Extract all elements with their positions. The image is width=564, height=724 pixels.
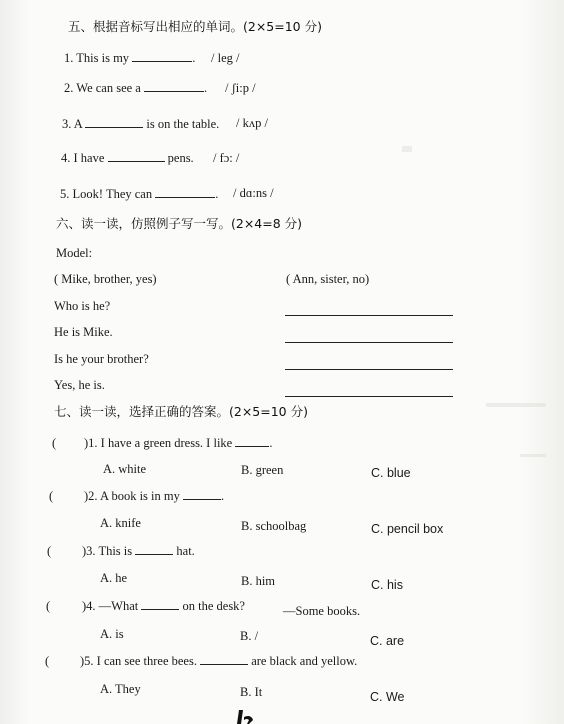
answer-paren-open: ( bbox=[45, 654, 50, 668]
option-a[interactable]: A. he bbox=[100, 571, 128, 585]
model-line-4: Yes, he is. bbox=[54, 378, 105, 392]
option-c[interactable]: C. are bbox=[370, 634, 405, 648]
answer-blank[interactable] bbox=[144, 90, 204, 92]
s5-item-text: . bbox=[192, 51, 196, 65]
answer-blank[interactable] bbox=[85, 126, 143, 128]
question-number: )1. bbox=[84, 436, 98, 450]
model-line-1: Who is he? bbox=[54, 299, 111, 313]
question-text: I can see three bees. bbox=[96, 654, 197, 668]
s5-item-2 bbox=[64, 82, 207, 95]
option-a[interactable]: A. is bbox=[100, 627, 124, 641]
question-text: This is bbox=[98, 544, 133, 558]
question-3 bbox=[82, 545, 195, 558]
s5-item-3 bbox=[62, 118, 219, 131]
option-b[interactable]: B. / bbox=[240, 629, 259, 643]
model-prompt: ( Mike, brother, yes) bbox=[54, 272, 157, 286]
s5-item-text: 4. I have bbox=[61, 151, 105, 165]
answer-line[interactable] bbox=[285, 396, 453, 397]
s5-phonetic-5: / dɑ:ns / bbox=[233, 186, 274, 200]
s5-item-text: . bbox=[203, 81, 208, 95]
answer-paren-open: ( bbox=[47, 544, 52, 558]
question-5 bbox=[80, 655, 357, 668]
s5-item-4 bbox=[61, 152, 194, 165]
bleed-through-mark bbox=[486, 403, 546, 407]
option-a[interactable]: A. knife bbox=[100, 516, 141, 530]
model-line-3: Is he your brother? bbox=[54, 352, 149, 366]
question-1 bbox=[84, 437, 272, 450]
s5-phonetic-4: / fɔ: / bbox=[213, 151, 240, 165]
option-c[interactable]: C. We bbox=[370, 690, 405, 704]
question-number: )4. bbox=[82, 599, 96, 613]
question-text: A book is in my bbox=[99, 489, 180, 503]
question-text: on the desk? bbox=[182, 599, 245, 613]
answer-paren-open: ( bbox=[46, 599, 51, 613]
bottom-scan-mark bbox=[235, 708, 259, 724]
question-number: )2. bbox=[84, 489, 98, 503]
s5-item-text: pens. bbox=[167, 151, 194, 165]
s5-item-text: 3. A bbox=[62, 117, 83, 131]
answer-blank[interactable] bbox=[200, 663, 248, 665]
scan-mark-icon bbox=[235, 708, 259, 724]
model-line-2: He is Mike. bbox=[54, 325, 113, 339]
s5-item-text: 1. This is my bbox=[64, 51, 130, 65]
s5-item-5 bbox=[60, 188, 218, 201]
answer-line[interactable] bbox=[285, 342, 453, 343]
option-b[interactable]: B. schoolbag bbox=[241, 519, 307, 533]
bleed-through-mark bbox=[520, 454, 546, 457]
option-c[interactable]: C. blue bbox=[371, 466, 411, 480]
model-label: Model: bbox=[56, 246, 93, 260]
answer-blank[interactable] bbox=[155, 196, 215, 198]
s5-item-text: 5. Look! They can bbox=[60, 187, 153, 201]
option-b[interactable]: B. green bbox=[241, 463, 284, 477]
answer-line[interactable] bbox=[285, 315, 453, 316]
option-b[interactable]: B. him bbox=[241, 574, 276, 588]
answer-blank[interactable] bbox=[141, 608, 179, 610]
bleed-through-mark bbox=[402, 146, 412, 152]
question-text: . bbox=[269, 436, 273, 450]
answer-blank[interactable] bbox=[135, 553, 173, 555]
question-text: . bbox=[220, 489, 225, 503]
answer-blank[interactable] bbox=[132, 60, 192, 62]
s5-phonetic-1: / leg / bbox=[211, 51, 240, 65]
s5-phonetic-3: / kʌp / bbox=[236, 116, 268, 130]
option-b[interactable]: B. It bbox=[240, 685, 263, 699]
question-text: —What bbox=[98, 599, 139, 613]
answer-blank[interactable] bbox=[108, 160, 165, 162]
question-4-response: —Some books. bbox=[283, 604, 361, 618]
section5-heading: 五、根据音标写出相应的单词。(2×5=10 分) bbox=[68, 19, 322, 34]
task-prompt: ( Ann, sister, no) bbox=[286, 272, 370, 286]
answer-blank[interactable] bbox=[235, 445, 269, 447]
question-text: are black and yellow. bbox=[251, 654, 358, 668]
s5-phonetic-2: / ʃi:p / bbox=[225, 81, 256, 95]
s5-item-text: is on the table. bbox=[146, 117, 220, 131]
s5-item-1 bbox=[64, 52, 195, 65]
answer-paren-open: ( bbox=[49, 489, 54, 503]
answer-line[interactable] bbox=[285, 369, 453, 370]
section6-heading: 六、读一读，仿照例子写一写。(2×4=8 分) bbox=[56, 216, 303, 231]
answer-paren-open: ( bbox=[52, 436, 57, 450]
question-number: )5. bbox=[80, 654, 94, 668]
s5-item-text: . bbox=[215, 187, 219, 201]
option-a[interactable]: A. white bbox=[103, 462, 147, 476]
question-text: I have a green dress. I like bbox=[100, 436, 233, 450]
s5-item-text: 2. We can see a bbox=[64, 81, 141, 95]
question-4 bbox=[82, 600, 245, 613]
answer-blank[interactable] bbox=[183, 498, 221, 500]
question-text: hat. bbox=[176, 544, 195, 558]
section7-heading: 七、读一读，选择正确的答案。(2×5=10 分) bbox=[54, 404, 308, 419]
question-number: )3. bbox=[82, 544, 96, 558]
option-c[interactable]: C. his bbox=[371, 578, 403, 592]
question-2 bbox=[84, 490, 224, 503]
option-a[interactable]: A. They bbox=[100, 682, 141, 696]
option-c[interactable]: C. pencil box bbox=[371, 522, 444, 536]
